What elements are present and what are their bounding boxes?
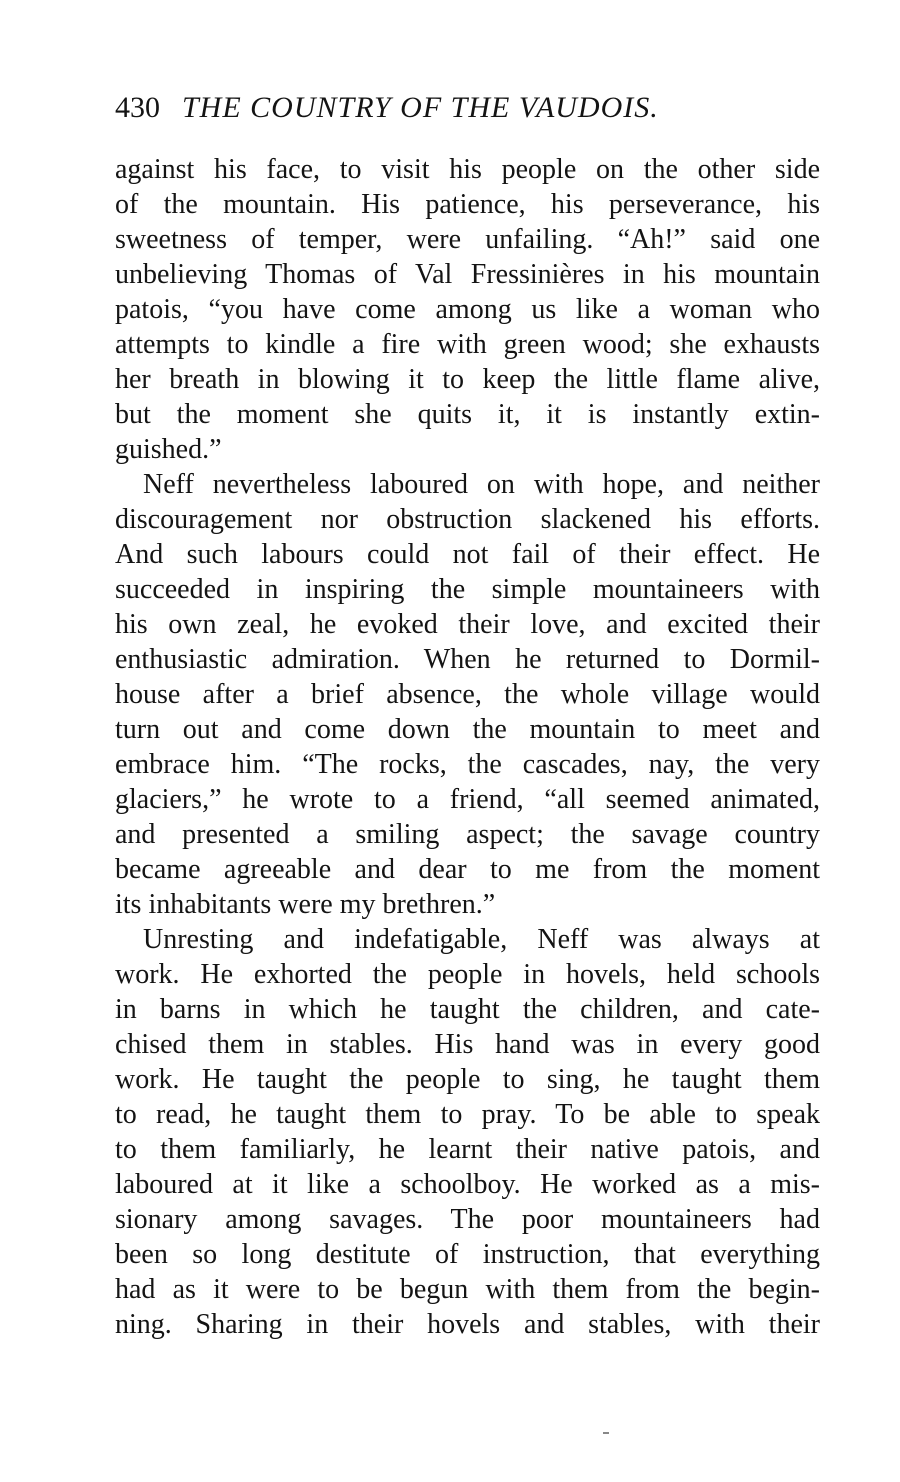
text-line: and presented a smiling aspect; the savage country <box>115 819 820 850</box>
page-header <box>115 88 835 128</box>
text-line: to read, he taught them to pray. To be able to speak <box>115 1099 820 1130</box>
body-text <box>115 152 820 1342</box>
text-line: in barns in which he taught the children, and cate- <box>115 994 820 1025</box>
text-line: against his face, to visit his people on the other side <box>115 154 820 185</box>
text-line: of the mountain. His patience, his perseverance, his <box>115 189 820 220</box>
text-line: sionary among savages. The poor mountaineers had <box>115 1204 820 1235</box>
text-line: enthusiastic admiration. When he returned to Dormil- <box>115 644 820 675</box>
page-number: 430 <box>115 91 160 124</box>
text-line: house after a brief absence, the whole village would <box>115 679 820 710</box>
text-line: And such labours could not fail of their effect. He <box>115 539 820 570</box>
text-line: sweetness of temper, were unfailing. “Ah!” said one <box>115 224 820 255</box>
text-line: to them familiarly, he learnt their native patois, and <box>115 1134 820 1165</box>
text-line: succeeded in inspiring the simple mountaineers with <box>115 574 820 605</box>
text-line: but the moment she quits it, it is instantly extin- <box>115 399 820 430</box>
text-line: turn out and come down the mountain to meet and <box>115 714 820 745</box>
text-line: glaciers,” he wrote to a friend, “all seemed animated, <box>115 784 820 815</box>
text-line: Neff nevertheless laboured on with hope, and neither <box>143 469 820 500</box>
text-line: embrace him. “The rocks, the cascades, nay, the very <box>115 749 820 780</box>
text-line: attempts to kindle a fire with green wood; she exhausts <box>115 329 820 360</box>
running-title: THE COUNTRY OF THE VAUDOIS. <box>182 91 659 124</box>
text-line: unbelieving Thomas of Val Fressinières in his mountain <box>115 259 820 290</box>
text-line: her breath in blowing it to keep the little flame alive, <box>115 364 820 395</box>
text-line: its inhabitants were my brethren.” <box>115 889 496 920</box>
text-line: laboured at it like a schoolboy. He worked as a mis- <box>115 1169 820 1200</box>
text-line: work. He taught the people to sing, he taught them <box>115 1064 820 1095</box>
text-line: Unresting and indefatigable, Neff was always at <box>143 924 820 955</box>
text-line: patois, “you have come among us like a woman who <box>115 294 820 325</box>
text-line: work. He exhorted the people in hovels, held schools <box>115 959 820 990</box>
text-line: ning. Sharing in their hovels and stables, with their <box>115 1309 820 1340</box>
text-line: became agreeable and dear to me from the moment <box>115 854 820 885</box>
text-line: guished.” <box>115 434 222 465</box>
text-line: chised them in stables. His hand was in every good <box>115 1029 820 1060</box>
text-line: discouragement nor obstruction slackened his efforts. <box>115 504 820 535</box>
text-line: his own zeal, he evoked their love, and excited their <box>115 609 820 640</box>
printer-mark <box>603 1432 609 1434</box>
text-line: had as it were to be begun with them from the begin- <box>115 1274 820 1305</box>
text-line: been so long destitute of instruction, that everything <box>115 1239 820 1270</box>
